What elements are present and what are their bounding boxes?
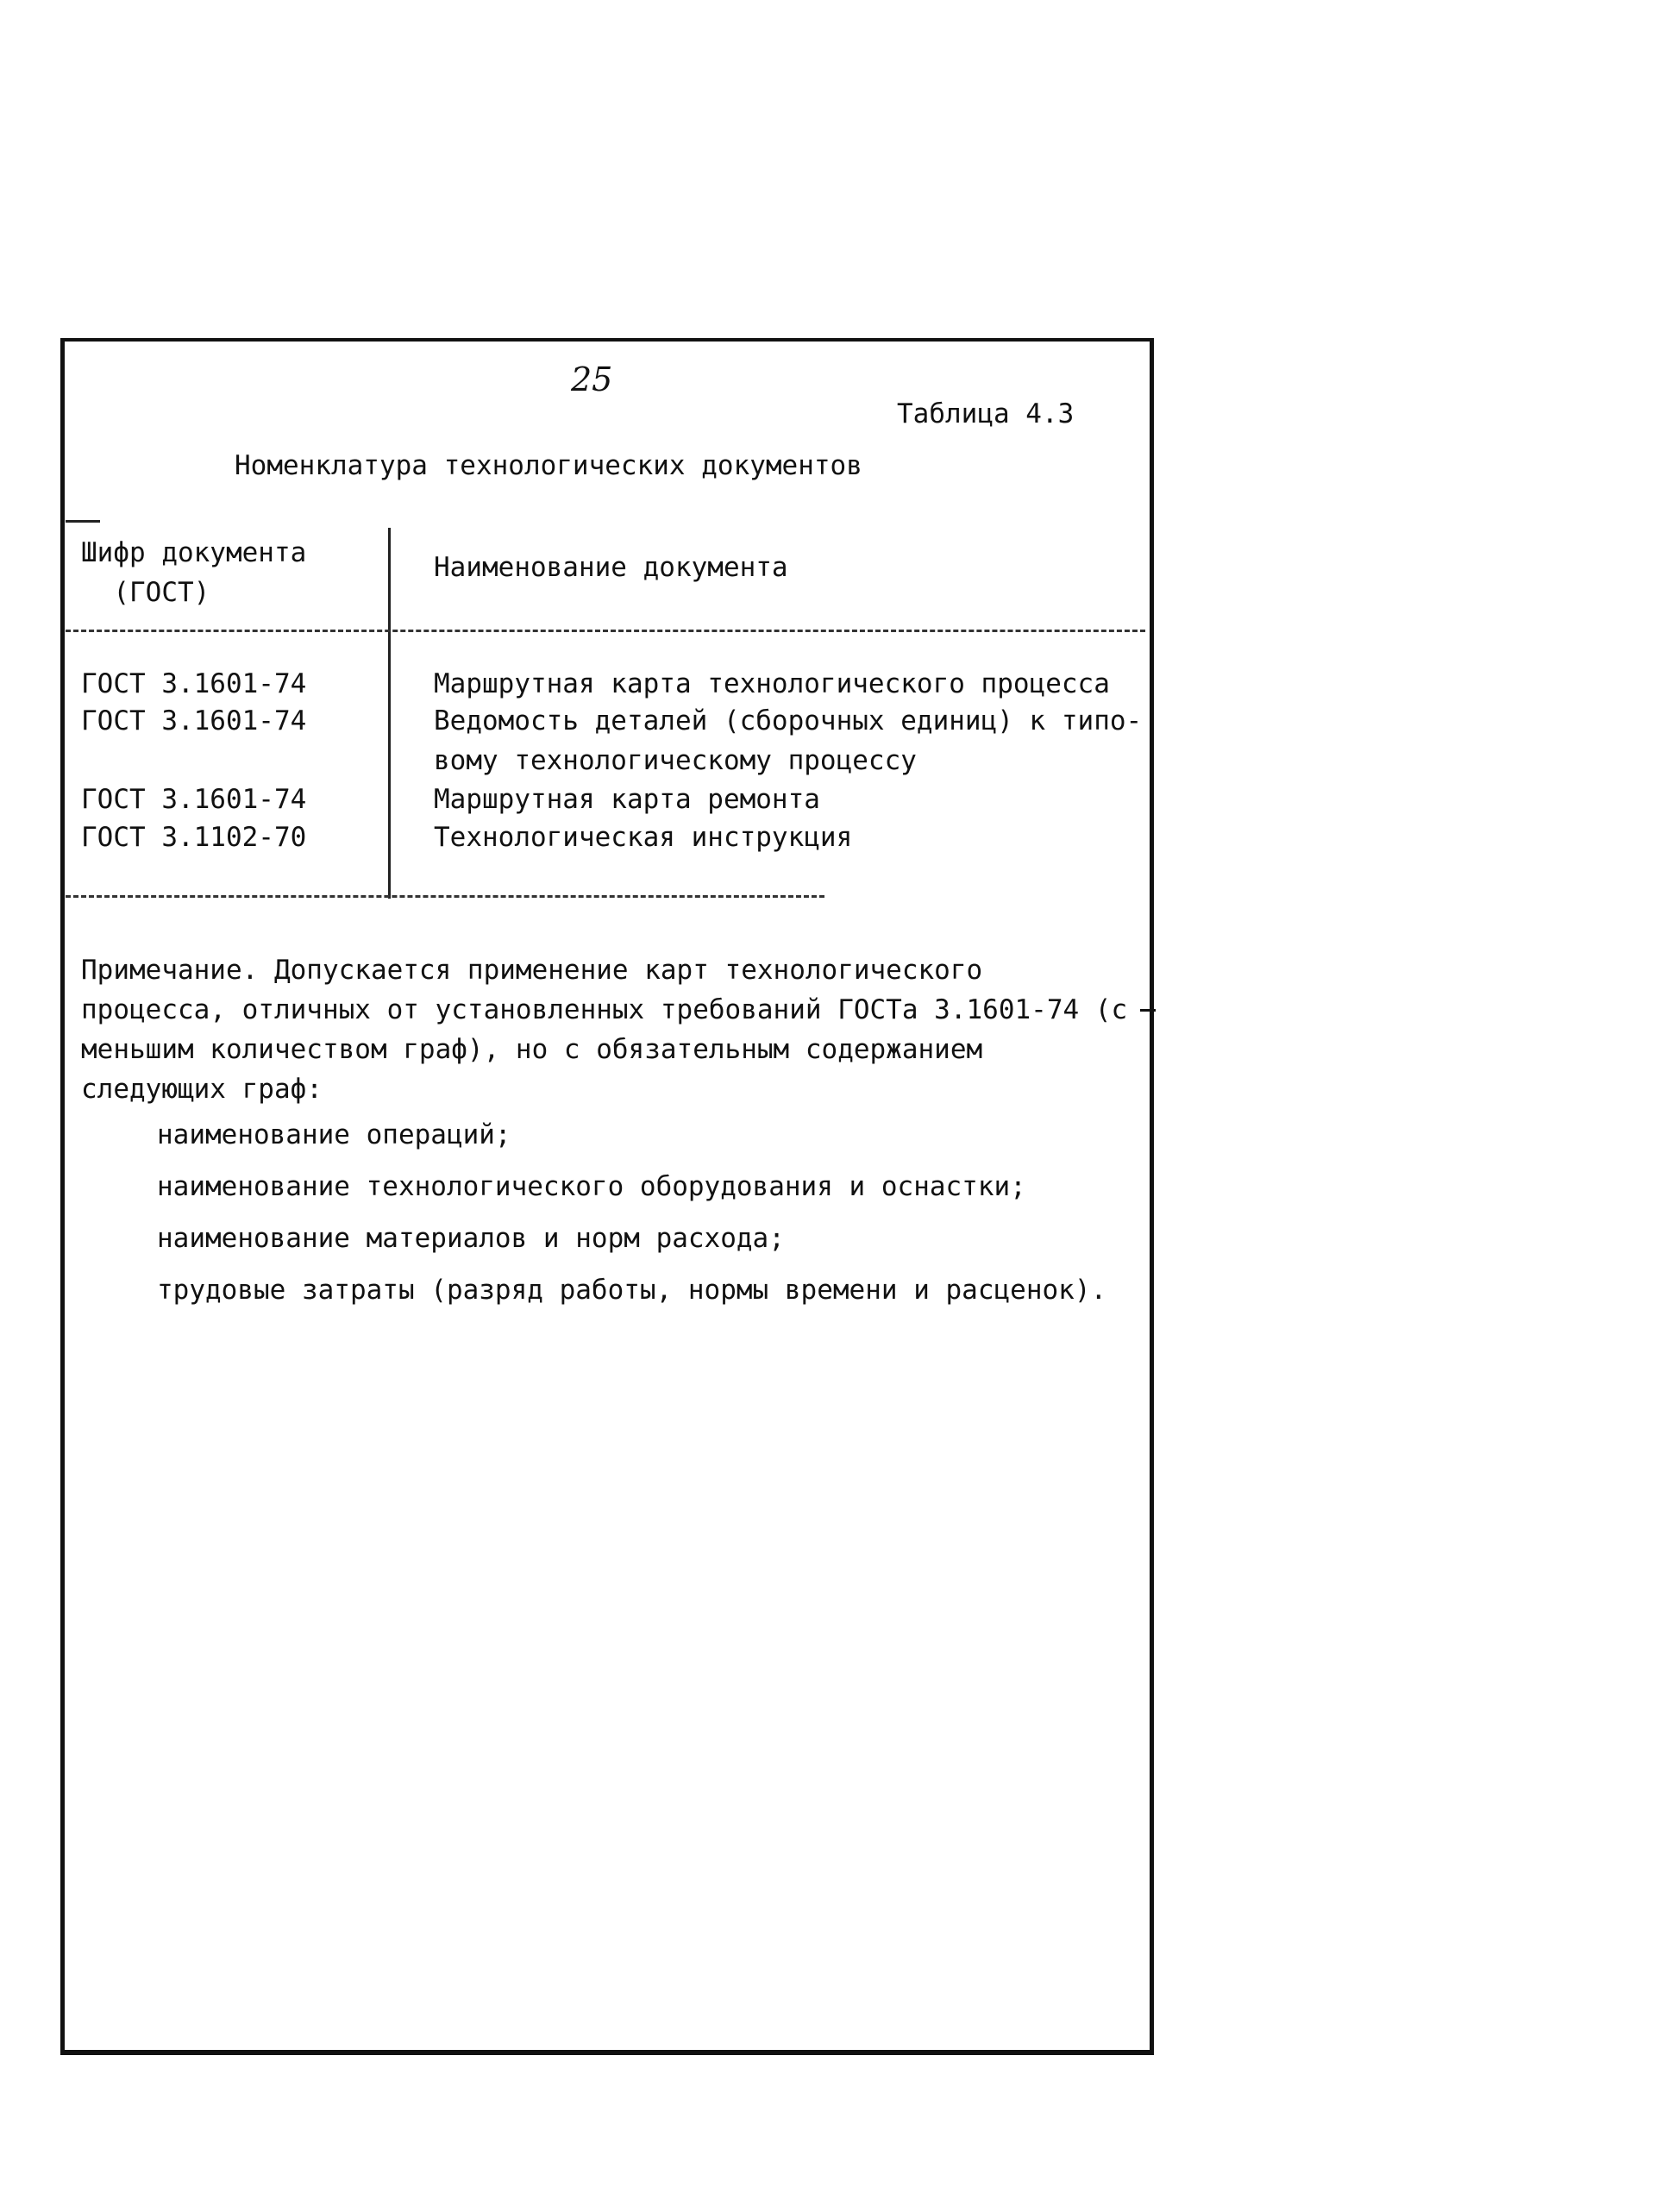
table-row-1-name: Маршрутная карта технологического процесса <box>434 668 1110 699</box>
table-bottom-rule <box>66 895 824 898</box>
table-row-2-name: Ведомость деталей (сборочных единиц) к типо- вому технологическому процессу <box>434 705 1143 776</box>
table-note <box>81 950 1138 1316</box>
table-row-2-code: ГОСТ 3.1601-74 <box>81 705 307 736</box>
note-list <box>81 1109 1138 1316</box>
table-label: Таблица 4.3 <box>897 398 1075 429</box>
note-item: наименование операций; <box>157 1119 511 1150</box>
table-row-3-code: ГОСТ 3.1601-74 <box>81 784 307 815</box>
table-top-rule <box>66 520 100 523</box>
table-row-3-name: Маршрутная карта ремонта <box>434 784 820 815</box>
margin-mark <box>1140 1009 1156 1012</box>
header-document-name: Наименование документа <box>434 552 788 583</box>
table-row-1-code: ГОСТ 3.1601-74 <box>81 668 307 699</box>
table-row-4-code: ГОСТ 3.1102-70 <box>81 822 307 853</box>
table-column-divider <box>388 528 391 899</box>
note-text: Примечание. Допускается применение карт технологического процесса, отличных от установленных требований ГОСТа 3.1601-74 (с меньшим количеством граф), но с обязательным содержанием следующих граф: <box>81 955 1128 1105</box>
table-header-rule <box>66 630 1145 632</box>
note-item: трудовые затраты (разряд работы, нормы времени и расценок). <box>157 1275 1107 1306</box>
header-document-code: Шифр документа (ГОСТ) <box>81 537 307 608</box>
table-row-4-name: Технологическая инструкция <box>434 822 853 853</box>
note-item: наименование технологического оборудования и оснастки; <box>157 1171 1026 1202</box>
page-number: 25 <box>571 360 613 398</box>
table-title: Номенклатура технологических документов <box>235 450 862 481</box>
note-item: наименование материалов и норм расхода; <box>157 1223 785 1254</box>
